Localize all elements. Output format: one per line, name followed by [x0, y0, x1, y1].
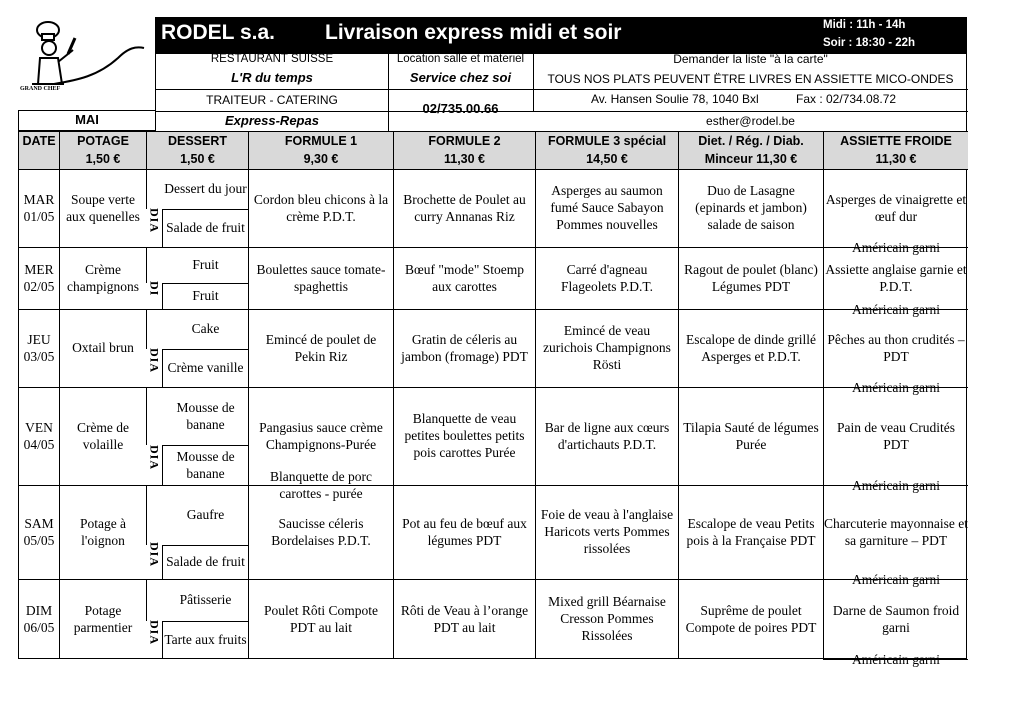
- express-label: Express-Repas: [225, 112, 319, 128]
- formule2-cell: Rôti de Veau à l’orange PDT au lait: [393, 579, 535, 659]
- formule1-cell: Saucisse céleris Bordelaises P.D.T.: [248, 485, 393, 579]
- diet-cell: Escalope de veau Petits pois à la Française PDT: [678, 485, 823, 579]
- americain-garni-cell: Américain garni: [823, 485, 968, 486]
- restaurant-name: L'R du temps: [231, 69, 313, 85]
- diet-cell: Tilapia Sauté de légumes Purée: [678, 387, 823, 485]
- potage-cell: Crème de volaille: [59, 387, 146, 485]
- dia-tag: DIA: [147, 348, 162, 374]
- americain-garni-cell: Américain garni: [823, 387, 968, 388]
- column-name: FORMULE 2: [428, 134, 501, 148]
- column-name: FORMULE 3 spécial: [547, 134, 667, 148]
- diet-cell: Suprême de poulet Compote de poires PDT: [678, 579, 823, 659]
- column-header: [59, 131, 146, 169]
- formule3-cell: Carré d'agneau Flageolets P.D.T.: [535, 247, 678, 309]
- hours-midi: Midi : 11h - 14h: [823, 19, 906, 31]
- formule1-cell: Emincé de poulet de Pekin Riz: [248, 309, 393, 387]
- diet-cell: Escalope de dinde grillé Asperges et P.D.T.: [678, 309, 823, 387]
- day-date: 03/05: [23, 348, 55, 364]
- day-name: MER: [24, 261, 54, 277]
- formule2-cell: Bœuf "mode" Stoemp aux carottes: [393, 247, 535, 309]
- formule1-cell: Cordon bleu chicons à la crème P.D.T.: [248, 169, 393, 247]
- day-date: 02/05: [23, 278, 55, 294]
- potage-cell: Soupe verte aux quenelles: [59, 169, 146, 247]
- day-name: JEU: [27, 331, 51, 347]
- day-cell: [19, 247, 59, 309]
- dia-dessert-cell: Salade de fruit: [162, 209, 248, 247]
- column-name: POTAGE: [77, 134, 129, 148]
- formule1-cell: Pangasius sauce crème Champignons-Purée: [248, 387, 393, 485]
- assiette-froide-cell: Pêches au thon crudités – PDT: [823, 309, 968, 387]
- column-name: ASSIETTE FROIDE: [840, 134, 952, 148]
- potage-cell: Oxtail brun: [59, 309, 146, 387]
- potage-cell: Crème champignons: [59, 247, 146, 309]
- dia-dessert-cell: Fruit: [162, 283, 248, 309]
- formule3-cell: Asperges au saumon fumé Sauce Sabayon Pommes nouvelles: [535, 169, 678, 247]
- column-header: [248, 131, 393, 169]
- dia-tag: DIA: [147, 208, 162, 234]
- company-name: RODEL s.a.: [161, 21, 275, 44]
- formule3-cell: Emincé de veau zurichois Champignons Rösti: [535, 309, 678, 387]
- americain-garni-cell: Américain garni: [823, 247, 968, 248]
- column-price: 11,30 €: [443, 152, 485, 166]
- column-header: [535, 131, 678, 169]
- formule1-cell: Boulettes sauce tomate- spaghettis: [248, 247, 393, 309]
- dessert-cell: Pâtisserie: [146, 579, 248, 621]
- day-name: SAM: [24, 515, 54, 531]
- dia-dessert-cell: Crème vanille: [162, 349, 248, 387]
- formule2-cell: Blanquette de veau petites boulettes petits pois carottes Purée: [393, 387, 535, 485]
- americain-garni-cell: Américain garni: [823, 659, 968, 660]
- column-name: DATE: [22, 134, 56, 148]
- fax: Fax : 02/734.08.72: [796, 92, 897, 106]
- formule3-cell: Mixed grill Béarnaise Cresson Pommes Rissolées: [535, 579, 678, 659]
- email: esther@rodel.be: [706, 113, 795, 128]
- list-label: Demander la liste "à la carte": [673, 51, 828, 66]
- formule2-cell: Pot au feu de bœuf aux légumes PDT: [393, 485, 535, 579]
- column-price: 1,50 €: [180, 152, 215, 166]
- service-label: Service chez soi: [409, 69, 512, 85]
- column-name: FORMULE 1: [284, 134, 358, 148]
- day-cell: [19, 579, 59, 659]
- traiteur-label: TRAITEUR - CATERING: [206, 92, 338, 107]
- day-date: 06/05: [23, 619, 55, 635]
- formule2-cell: Gratin de céleris au jambon (fromage) PDT: [393, 309, 535, 387]
- dessert-cell: Cake: [146, 309, 248, 349]
- americain-garni-cell: Américain garni: [823, 309, 968, 310]
- column-price: 9,30 €: [303, 152, 339, 166]
- hours-soir: Soir : 18:30 - 22h: [823, 37, 916, 49]
- dessert-cell: Mousse de banane: [146, 387, 248, 445]
- column-header: [678, 131, 823, 169]
- dia-dessert-cell: Salade de fruit: [162, 545, 248, 579]
- logo-label: GRAND CHEF: [20, 86, 61, 92]
- day-date: 05/05: [23, 532, 55, 548]
- column-name: Diet. / Rég. / Diab.: [698, 134, 804, 148]
- formule2-cell: Brochette de Poulet au curry Annanas Riz: [393, 169, 535, 247]
- dia-tag: DIA: [147, 445, 162, 471]
- americain-garni-cell: Américain garni: [823, 579, 968, 580]
- formule1-cell: Poulet Rôti Compote PDT au lait: [248, 579, 393, 659]
- plates-note: TOUS NOS PLATS PEUVENT ËTRE LIVRES EN ASSIETTE MICO-ONDES: [547, 71, 954, 86]
- location-label: Location salle et materiel: [396, 52, 525, 65]
- assiette-froide-cell: Charcuterie mayonnaise et sa garniture – PDT: [823, 485, 968, 579]
- day-name: DIM: [25, 602, 53, 618]
- column-header: [146, 131, 248, 169]
- assiette-froide-cell: Asperges de vinaigrette et œuf dur: [823, 169, 968, 247]
- logo: [18, 18, 156, 100]
- dessert-cell: Dessert du jour: [146, 169, 248, 209]
- restaurant-label: RESTAURANT SUISSE: [210, 52, 334, 65]
- column-price: 1,50 €: [85, 152, 121, 166]
- address: Av. Hansen Soulie 78, 1040 Bxl: [591, 92, 759, 106]
- column-price: 11,30 €: [875, 152, 917, 166]
- day-name: MAR: [23, 191, 55, 207]
- column-price: 14,50 €: [586, 152, 628, 166]
- month-label: MAI: [18, 110, 156, 131]
- day-name: VEN: [25, 419, 53, 435]
- column-header: [19, 131, 59, 169]
- menu-table: [18, 131, 968, 667]
- dia-dessert-cell: Tarte aux fruits: [162, 621, 248, 659]
- dessert-cell: Fruit: [146, 247, 248, 283]
- tagline: Livraison express midi et soir: [325, 21, 622, 44]
- assiette-froide-cell: Pain de veau Crudités PDT: [823, 387, 968, 485]
- dia-tag: DI: [147, 281, 162, 297]
- dia-tag: DIA: [147, 620, 162, 646]
- formule1-alt-cell: Blanquette de porc carottes - purée: [248, 485, 393, 486]
- potage-cell: Potage parmentier: [59, 579, 146, 659]
- day-cell: [19, 169, 59, 247]
- assiette-froide-cell: Assiette anglaise garnie et P.D.T.: [823, 247, 968, 309]
- column-price: Minceur 11,30 €: [704, 152, 798, 166]
- column-name: DESSERT: [167, 134, 228, 148]
- potage-cell: Potage à l'oignon: [59, 485, 146, 579]
- diet-cell: Ragout de poulet (blanc) Légumes PDT: [678, 247, 823, 309]
- phone: 02/735.00.66: [422, 100, 499, 116]
- header-band: [155, 17, 967, 54]
- dessert-cell: Gaufre: [146, 485, 248, 545]
- assiette-froide-cell: Darne de Saumon froid garni: [823, 579, 968, 659]
- diet-cell: Duo de Lasagne (epinards et jambon) salade de saison: [678, 169, 823, 247]
- formule3-cell: Foie de veau à l'anglaise Haricots verts Pommes rissolées: [535, 485, 678, 579]
- column-header: [393, 131, 535, 169]
- day-cell: [19, 309, 59, 387]
- day-date: 04/05: [23, 436, 55, 452]
- day-cell: [19, 485, 59, 579]
- dia-dessert-cell: Mousse de banane: [162, 445, 248, 485]
- formule3-cell: Bar de ligne aux cœurs d'artichauts P.D.T.: [535, 387, 678, 485]
- day-cell: [19, 387, 59, 485]
- dia-tag: DIA: [147, 542, 162, 568]
- column-header: [823, 131, 968, 169]
- day-date: 01/05: [23, 208, 55, 224]
- header-info: [155, 51, 967, 131]
